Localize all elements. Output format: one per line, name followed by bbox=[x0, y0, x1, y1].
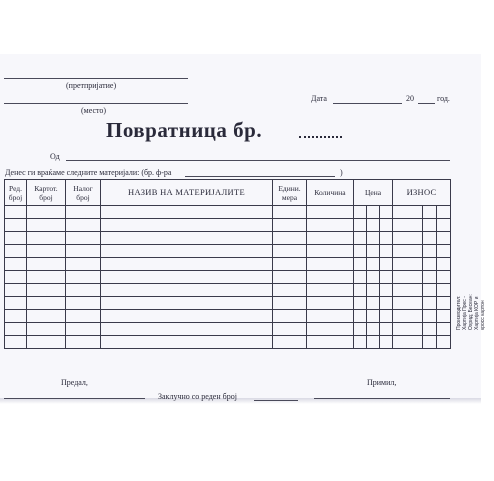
cell-amount-a[interactable] bbox=[393, 323, 423, 336]
cell-card-number[interactable] bbox=[27, 232, 66, 245]
cell-unit[interactable] bbox=[273, 245, 307, 258]
year-suffix: год. bbox=[437, 94, 450, 103]
cell-amount-a[interactable] bbox=[393, 336, 423, 349]
cell-price-c[interactable] bbox=[380, 206, 393, 219]
cell-amount-b[interactable] bbox=[423, 271, 437, 284]
table-row bbox=[5, 297, 451, 310]
cell-unit[interactable] bbox=[273, 336, 307, 349]
cell-card-number[interactable] bbox=[27, 271, 66, 284]
cell-price-b[interactable] bbox=[367, 284, 380, 297]
cell-amount-a[interactable] bbox=[393, 297, 423, 310]
cell-price-b[interactable] bbox=[367, 206, 380, 219]
cell-unit[interactable] bbox=[273, 284, 307, 297]
cell-order-number[interactable] bbox=[66, 297, 101, 310]
cell-amount-a[interactable] bbox=[393, 206, 423, 219]
cell-amount-c[interactable] bbox=[437, 297, 451, 310]
cell-amount-c[interactable] bbox=[437, 206, 451, 219]
cell-price-b[interactable] bbox=[367, 232, 380, 245]
cell-price-a[interactable] bbox=[354, 232, 367, 245]
table-row bbox=[5, 206, 451, 219]
cell-quantity[interactable] bbox=[307, 258, 354, 271]
cell-order-number[interactable] bbox=[66, 284, 101, 297]
table-row bbox=[5, 245, 451, 258]
cell-quantity[interactable] bbox=[307, 232, 354, 245]
table-row bbox=[5, 336, 451, 349]
cell-order-number[interactable] bbox=[66, 310, 101, 323]
cell-price-a[interactable] bbox=[354, 310, 367, 323]
cell-quantity[interactable] bbox=[307, 284, 354, 297]
place-field-line[interactable] bbox=[4, 103, 188, 104]
cell-amount-b[interactable] bbox=[423, 206, 437, 219]
handed-by-signature-line[interactable] bbox=[4, 398, 145, 399]
cell-price-c[interactable] bbox=[380, 284, 393, 297]
cell-amount-c[interactable] bbox=[437, 232, 451, 245]
cell-price-a[interactable] bbox=[354, 245, 367, 258]
company-caption: (претпријатие) bbox=[66, 81, 117, 90]
cell-price-b[interactable] bbox=[367, 336, 380, 349]
cell-amount-b[interactable] bbox=[423, 219, 437, 232]
cell-amount-b[interactable] bbox=[423, 258, 437, 271]
cell-card-number[interactable] bbox=[27, 336, 66, 349]
cell-price-a[interactable] bbox=[354, 323, 367, 336]
cell-card-number[interactable] bbox=[27, 206, 66, 219]
cell-amount-a[interactable] bbox=[393, 232, 423, 245]
cell-row-number[interactable] bbox=[5, 297, 27, 310]
cell-unit[interactable] bbox=[273, 206, 307, 219]
col-header-order-number: Налог број bbox=[66, 180, 101, 206]
cell-amount-a[interactable] bbox=[393, 245, 423, 258]
cell-order-number[interactable] bbox=[66, 232, 101, 245]
title-number-field[interactable] bbox=[299, 136, 342, 138]
cell-amount-c[interactable] bbox=[437, 219, 451, 232]
from-field-line[interactable] bbox=[66, 160, 450, 161]
date-label: Дата bbox=[311, 94, 327, 103]
cell-amount-c[interactable] bbox=[437, 310, 451, 323]
cell-amount-b[interactable] bbox=[423, 336, 437, 349]
col-header-unit: Едини. мера bbox=[273, 180, 307, 206]
cell-amount-c[interactable] bbox=[437, 245, 451, 258]
cell-price-a[interactable] bbox=[354, 271, 367, 284]
cell-quantity[interactable] bbox=[307, 206, 354, 219]
cell-card-number[interactable] bbox=[27, 219, 66, 232]
cell-amount-c[interactable] bbox=[437, 336, 451, 349]
printer-note-text: Производител: Хартија Прес - Охрид; Бесеан: Хартија КОР и кросс картон bbox=[456, 294, 486, 330]
table-row bbox=[5, 284, 451, 297]
cell-unit[interactable] bbox=[273, 323, 307, 336]
printer-note bbox=[456, 286, 494, 330]
cell-row-number[interactable] bbox=[5, 336, 27, 349]
cell-order-number[interactable] bbox=[66, 258, 101, 271]
cell-order-number[interactable] bbox=[66, 219, 101, 232]
cell-row-number[interactable] bbox=[5, 219, 27, 232]
cell-unit[interactable] bbox=[273, 219, 307, 232]
cell-price-a[interactable] bbox=[354, 297, 367, 310]
cell-row-number[interactable] bbox=[5, 232, 27, 245]
cell-material-name[interactable] bbox=[101, 336, 273, 349]
cell-quantity[interactable] bbox=[307, 297, 354, 310]
table-row bbox=[5, 310, 451, 323]
cell-amount-a[interactable] bbox=[393, 271, 423, 284]
cell-material-name[interactable] bbox=[101, 258, 273, 271]
cell-material-name[interactable] bbox=[101, 271, 273, 284]
cell-card-number[interactable] bbox=[27, 245, 66, 258]
cell-row-number[interactable] bbox=[5, 284, 27, 297]
cell-price-c[interactable] bbox=[380, 323, 393, 336]
cell-price-b[interactable] bbox=[367, 271, 380, 284]
col-header-price: Цена bbox=[354, 180, 393, 206]
table-row bbox=[5, 258, 451, 271]
cell-material-name[interactable] bbox=[101, 310, 273, 323]
cell-amount-c[interactable] bbox=[437, 271, 451, 284]
cell-unit[interactable] bbox=[273, 271, 307, 284]
cell-price-c[interactable] bbox=[380, 310, 393, 323]
cell-material-name[interactable] bbox=[101, 206, 273, 219]
cell-amount-b[interactable] bbox=[423, 284, 437, 297]
from-label: Од bbox=[50, 152, 60, 161]
place-caption: (место) bbox=[81, 106, 107, 115]
return-text: Денес ги враќаме следните материјали: (бр. ф-ра bbox=[5, 168, 172, 177]
table-row bbox=[5, 219, 451, 232]
handed-by-label: Предал, bbox=[61, 378, 88, 387]
cell-unit[interactable] bbox=[273, 297, 307, 310]
cell-quantity[interactable] bbox=[307, 245, 354, 258]
cell-amount-b[interactable] bbox=[423, 245, 437, 258]
cell-material-name[interactable] bbox=[101, 245, 273, 258]
col-header-row-number: Ред. број bbox=[5, 180, 27, 206]
concluded-number-line[interactable] bbox=[254, 400, 298, 401]
cell-price-c[interactable] bbox=[380, 245, 393, 258]
cell-unit[interactable] bbox=[273, 258, 307, 271]
cell-price-c[interactable] bbox=[380, 232, 393, 245]
cell-order-number[interactable] bbox=[66, 336, 101, 349]
cell-order-number[interactable] bbox=[66, 323, 101, 336]
table-row bbox=[5, 323, 451, 336]
cell-material-name[interactable] bbox=[101, 297, 273, 310]
cell-row-number[interactable] bbox=[5, 258, 27, 271]
cell-amount-c[interactable] bbox=[437, 323, 451, 336]
concluded-label: Заклучно со реден број bbox=[158, 392, 237, 401]
document-title: Повратница бр. bbox=[106, 118, 263, 142]
table-body bbox=[5, 206, 451, 349]
year-prefix: 20 bbox=[406, 94, 414, 103]
cell-price-a[interactable] bbox=[354, 258, 367, 271]
cell-quantity[interactable] bbox=[307, 219, 354, 232]
table-header-row bbox=[5, 180, 451, 206]
cell-card-number[interactable] bbox=[27, 310, 66, 323]
cell-unit[interactable] bbox=[273, 310, 307, 323]
cell-row-number[interactable] bbox=[5, 245, 27, 258]
cell-price-b[interactable] bbox=[367, 297, 380, 310]
col-header-quantity: Количина bbox=[307, 180, 354, 206]
cell-card-number[interactable] bbox=[27, 284, 66, 297]
cell-price-a[interactable] bbox=[354, 336, 367, 349]
cell-amount-c[interactable] bbox=[437, 284, 451, 297]
cell-row-number[interactable] bbox=[5, 323, 27, 336]
date-field-line[interactable] bbox=[333, 103, 402, 104]
cell-quantity[interactable] bbox=[307, 271, 354, 284]
cell-price-b[interactable] bbox=[367, 258, 380, 271]
cell-price-a[interactable] bbox=[354, 219, 367, 232]
cell-row-number[interactable] bbox=[5, 310, 27, 323]
cell-material-name[interactable] bbox=[101, 232, 273, 245]
cell-amount-b[interactable] bbox=[423, 323, 437, 336]
year-field-line[interactable] bbox=[418, 103, 435, 104]
table-row bbox=[5, 271, 451, 284]
invoice-field-line[interactable] bbox=[185, 176, 335, 177]
return-close: ) bbox=[340, 168, 343, 177]
cell-price-c[interactable] bbox=[380, 271, 393, 284]
cell-price-c[interactable] bbox=[380, 219, 393, 232]
col-header-material-name: НАЗИВ НА МАТЕРИЈАЛИТЕ bbox=[101, 180, 273, 206]
cell-price-c[interactable] bbox=[380, 297, 393, 310]
cell-price-b[interactable] bbox=[367, 310, 380, 323]
cell-amount-b[interactable] bbox=[423, 232, 437, 245]
cell-order-number[interactable] bbox=[66, 206, 101, 219]
cell-amount-a[interactable] bbox=[393, 258, 423, 271]
cell-card-number[interactable] bbox=[27, 297, 66, 310]
cell-row-number[interactable] bbox=[5, 271, 27, 284]
cell-order-number[interactable] bbox=[66, 271, 101, 284]
cell-quantity[interactable] bbox=[307, 310, 354, 323]
cell-price-a[interactable] bbox=[354, 284, 367, 297]
table-row bbox=[5, 232, 451, 245]
cell-material-name[interactable] bbox=[101, 219, 273, 232]
cell-amount-a[interactable] bbox=[393, 310, 423, 323]
cell-price-b[interactable] bbox=[367, 219, 380, 232]
cell-quantity[interactable] bbox=[307, 336, 354, 349]
cell-price-b[interactable] bbox=[367, 245, 380, 258]
cell-card-number[interactable] bbox=[27, 258, 66, 271]
materials-table bbox=[4, 179, 451, 349]
cell-quantity[interactable] bbox=[307, 323, 354, 336]
cell-amount-b[interactable] bbox=[423, 297, 437, 310]
cell-material-name[interactable] bbox=[101, 323, 273, 336]
cell-amount-a[interactable] bbox=[393, 284, 423, 297]
received-by-label: Примил, bbox=[367, 378, 397, 387]
cell-price-c[interactable] bbox=[380, 336, 393, 349]
cell-amount-c[interactable] bbox=[437, 258, 451, 271]
cell-unit[interactable] bbox=[273, 232, 307, 245]
cell-material-name[interactable] bbox=[101, 284, 273, 297]
cell-price-c[interactable] bbox=[380, 258, 393, 271]
cell-price-a[interactable] bbox=[354, 206, 367, 219]
cell-price-b[interactable] bbox=[367, 323, 380, 336]
cell-order-number[interactable] bbox=[66, 245, 101, 258]
cell-row-number[interactable] bbox=[5, 206, 27, 219]
cell-amount-b[interactable] bbox=[423, 310, 437, 323]
col-header-card-number: Картот. број bbox=[27, 180, 66, 206]
cell-card-number[interactable] bbox=[27, 323, 66, 336]
company-field-line[interactable] bbox=[4, 78, 188, 79]
col-header-amount: ИЗНОС bbox=[393, 180, 451, 206]
cell-amount-a[interactable] bbox=[393, 219, 423, 232]
received-by-signature-line[interactable] bbox=[314, 398, 450, 399]
